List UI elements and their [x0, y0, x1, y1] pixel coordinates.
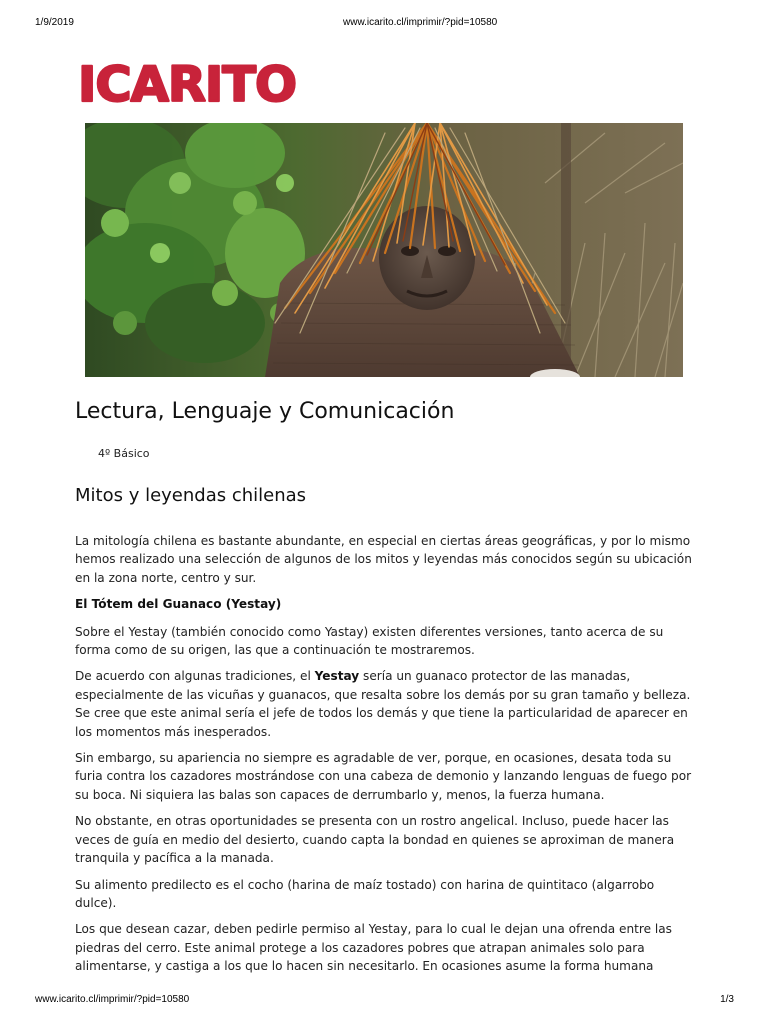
article-paragraph: Sin embargo, su apariencia no siempre es agradable de ver, porque, en ocasiones, desata toda su furia contra los cazadores mostrándose con una cabeza de demonio y lanzando lenguas de fuego por su boca. Ni siquiera las balas son capaces de derrumbarlo y, menos, la fuerza humana. — [75, 751, 692, 802]
logo-text: ICARITO — [78, 57, 296, 108]
print-footer — [0, 994, 768, 1008]
article-intro: La mitología chilena es bastante abundante, en especial en ciertas áreas geográficas, y por lo mismo hemos realizado una selección de algunos de los mitos y leyendas más conocidos según su ubicación en la zona norte, centro y sur. — [75, 534, 692, 585]
article-subhead: El Tótem del Guanaco (Yestay) — [75, 597, 282, 612]
print-date: 1/9/2019 — [35, 17, 74, 28]
article-paragraph: No obstante, en otras oportunidades se presenta con un rostro angelical. Incluso, puede hacer las veces de guía en medio del desierto, cuando capta la bondad en quienes se aproximan de manera tranquila y pacífica a la manada. — [75, 814, 675, 866]
page-title: Lectura, Lenguaje y Comunicación — [75, 399, 455, 424]
yestay-term: Yestay — [314, 669, 360, 684]
article-body — [75, 532, 695, 984]
page-number: 1/3 — [720, 994, 734, 1005]
paragraph-text: sería un guanaco protector de las manadas, especialmente de las vicuñas y guanacos, que resalta sobre los demás por su gran tamaño y belleza. Se cree que este animal sería el jefe de todos los demás y que tiene la particularidad de aparecer en los momentos más inesperados. — [75, 669, 691, 739]
article-paragraph — [75, 667, 695, 741]
logo-wordmark — [76, 56, 300, 108]
icarito-logo[interactable] — [76, 56, 300, 108]
section-title: Mitos y leyendas chilenas — [75, 485, 307, 506]
paragraph-text: De acuerdo con algunas tradiciones, el — [75, 669, 315, 684]
grade-label: 4º Básico — [98, 447, 150, 460]
article-paragraph: Los que desean cazar, deben pedirle permiso al Yestay, para lo cual le dejan una ofrenda entre las piedras del cerro. Este animal protege a los cazadores pobres que atrapan animales solo para alimentarse, y castiga a los que lo hacen sin necesitarlo. En ocasiones asume la forma humana — [75, 922, 672, 974]
print-header — [0, 17, 768, 31]
footer-url: www.icarito.cl/imprimir/?pid=10580 — [35, 994, 190, 1005]
article-paragraph: Su alimento predilecto es el cocho (harina de maíz tostado) con harina de quintitaco (algarrobo dulce). — [75, 877, 655, 910]
hero-photo — [85, 123, 683, 377]
article-paragraph: Sobre el Yestay (también conocido como Yastay) existen diferentes versiones, tanto acerca de su forma como de su origen, las que a continuación te mostraremos. — [75, 624, 664, 658]
print-url: www.icarito.cl/imprimir/?pid=10580 — [343, 17, 498, 28]
hero-image — [85, 123, 683, 377]
